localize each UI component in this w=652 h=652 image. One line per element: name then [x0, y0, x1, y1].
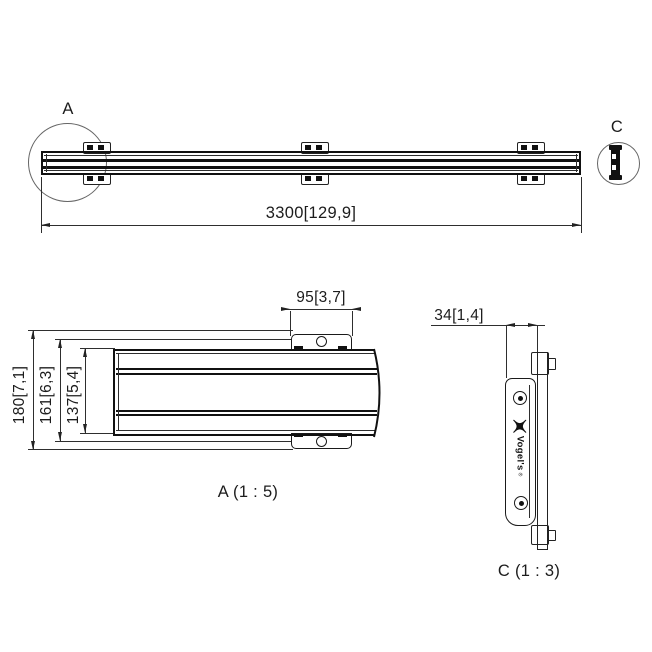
clip-hook-mark — [305, 176, 311, 181]
arrowhead-icon — [31, 330, 35, 339]
clip-hook-mark — [521, 145, 527, 150]
bolt-nut — [547, 358, 556, 371]
rail-groove-line — [116, 414, 377, 416]
detail-a-callout-label: A — [62, 100, 74, 118]
height-dimension-text-137: 137[5,4] — [65, 365, 82, 425]
rail-edge-line — [116, 430, 375, 431]
dimension-line — [33, 330, 34, 450]
bracket-hole — [316, 336, 327, 347]
rail-groove-line — [43, 159, 579, 162]
rail-end-profile — [611, 147, 620, 178]
registered-mark: ® — [517, 472, 523, 476]
arrowhead-icon — [506, 323, 515, 327]
extension-line — [80, 348, 115, 349]
clip-hook-mark — [316, 176, 322, 181]
clip-hook-mark — [521, 176, 527, 181]
rail-endcap-line — [576, 154, 577, 172]
clip-hook-mark — [98, 176, 104, 181]
bolt-nut — [547, 530, 556, 542]
vogels-x-icon — [513, 418, 528, 433]
dimension-line — [283, 309, 359, 310]
arrowhead-icon — [528, 323, 537, 327]
rail-end-profile-notch — [612, 154, 617, 159]
clip-hook-mark — [87, 176, 93, 181]
arrowhead-icon — [41, 223, 50, 227]
rail-endcap-line — [113, 349, 115, 436]
arrowhead-icon — [83, 348, 87, 357]
extension-line — [28, 330, 293, 331]
dimension-line — [60, 339, 61, 441]
clip-hook-mark — [316, 145, 322, 150]
screw-center — [518, 396, 523, 401]
extension-line — [537, 326, 538, 352]
clip-hook-mark — [532, 176, 538, 181]
clip-hook-mark — [87, 145, 93, 150]
arrowhead-icon — [352, 307, 361, 311]
vogels-logo — [506, 416, 534, 478]
arrowhead-icon — [58, 432, 62, 441]
arrowhead-icon — [572, 223, 581, 227]
bolt-head — [531, 352, 549, 375]
extension-line — [581, 177, 582, 233]
screw-center — [519, 501, 524, 506]
rail-endcap-line — [118, 353, 119, 431]
detail-c-callout-label: C — [610, 118, 624, 136]
extension-line — [55, 339, 293, 340]
height-dimension-text-161: 161[6,3] — [38, 365, 55, 425]
extension-line — [352, 311, 353, 336]
rail-edge-line — [113, 349, 374, 351]
rail-groove-line — [116, 373, 377, 375]
vogels-logo-text: Vogel's — [514, 435, 526, 471]
depth-dimension-text: 34[1,4] — [434, 307, 484, 324]
dimension-line — [41, 225, 581, 226]
width-dimension-text: 95[3,7] — [296, 289, 346, 306]
rail-groove-line — [43, 166, 579, 169]
arrowhead-icon — [281, 307, 290, 311]
wall-strip-plate — [537, 352, 548, 550]
rail-edge-line — [44, 155, 578, 156]
extension-line — [28, 449, 293, 450]
rail-edge-line — [44, 170, 578, 171]
height-dimension-text-180: 180[7,1] — [11, 365, 28, 425]
dimension-line — [85, 348, 86, 433]
rail-groove-line — [116, 368, 377, 370]
rail-end-profile-notch — [612, 165, 617, 170]
detail-boundary-arc — [370, 347, 388, 439]
rail-edge-line — [113, 434, 374, 436]
arrowhead-icon — [58, 339, 62, 348]
clip-hook-mark — [532, 145, 538, 150]
rail-edge-line — [116, 353, 375, 354]
rail-groove-line — [116, 410, 377, 412]
rail-endcap-line — [46, 154, 47, 172]
detail-a-title: A (1 : 5) — [217, 483, 279, 501]
length-dimension-text: 3300[129,9] — [265, 204, 357, 222]
extension-line — [290, 311, 291, 336]
clip-hook-mark — [305, 145, 311, 150]
bracket-hole — [316, 436, 327, 447]
arrowhead-icon — [83, 424, 87, 433]
extension-line — [80, 433, 115, 434]
clip-hook-mark — [98, 145, 104, 150]
extension-line — [55, 441, 293, 442]
bolt-head — [531, 525, 549, 545]
detail-c-title: C (1 : 3) — [497, 562, 561, 580]
extension-line — [506, 326, 507, 378]
